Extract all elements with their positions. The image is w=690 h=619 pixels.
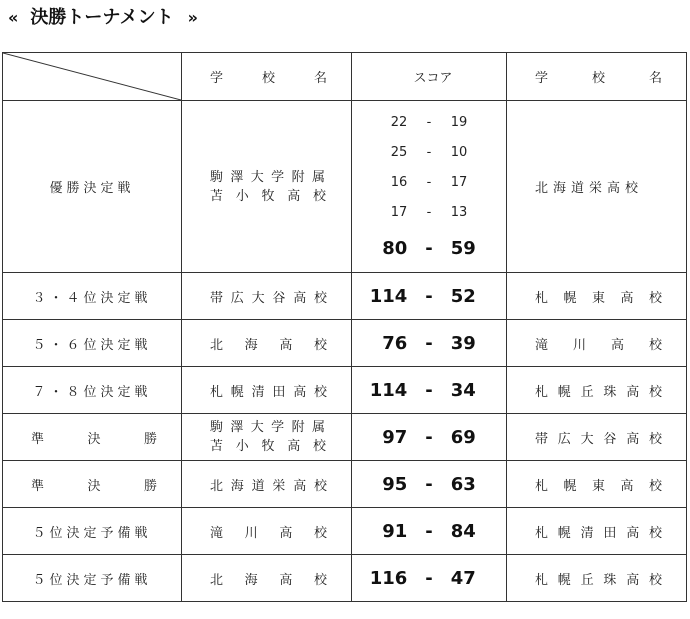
category-cell: ５・６位決定戦 — [3, 320, 182, 367]
diagonal-line — [3, 53, 181, 100]
score-cell: 114 - 52 — [352, 273, 507, 320]
score-cell: 76 - 39 — [352, 320, 507, 367]
match-row — [3, 461, 687, 508]
title-text: 決勝トーナメント — [30, 7, 174, 28]
period-row: 25 - 10 — [390, 145, 468, 160]
score-cell: 114 - 34 — [352, 367, 507, 414]
school-right-cell: 北海道栄高校 — [507, 101, 687, 273]
match-row — [3, 320, 687, 367]
school-left-cell: 北 海 高 校 — [182, 555, 352, 602]
school-left-cell: 駒 澤 大 学 附 属 苫 小 牧 高 校 — [182, 414, 352, 461]
header-row — [3, 53, 687, 101]
score-cell: 97 - 69 — [352, 414, 507, 461]
period-row: 17 - 13 — [390, 205, 468, 220]
match-row — [3, 367, 687, 414]
school-left-cell: 帯 広 大 谷 高 校 — [182, 273, 352, 320]
category-cell: ５位決定予備戦 — [3, 555, 182, 602]
match-row — [3, 555, 687, 602]
final-row — [3, 101, 687, 273]
school-left-cell: 駒 澤 大 学 附 属 苫 小 牧 高 校 — [182, 101, 352, 273]
school-right-cell: 札 幌 丘 珠 高 校 — [507, 367, 687, 414]
results-table — [2, 52, 687, 602]
header-school-right: 学 校 名 — [507, 53, 687, 101]
school-right-cell: 札 幌 東 高 校 — [507, 273, 687, 320]
category-cell: 準 決 勝 — [3, 461, 182, 508]
category-cell: ５位決定予備戦 — [3, 508, 182, 555]
score-cell: 116 - 47 — [352, 555, 507, 602]
school-left-cell: 滝 川 高 校 — [182, 508, 352, 555]
period-row: 16 - 17 — [390, 175, 468, 190]
match-row — [3, 273, 687, 320]
score-cell: 95 - 63 — [352, 461, 507, 508]
period-scores — [352, 104, 506, 270]
header-diagonal-cell — [3, 53, 182, 101]
school-right-cell: 札 幌 東 高 校 — [507, 461, 687, 508]
school-right-cell: 札 幌 清 田 高 校 — [507, 508, 687, 555]
header-school-left: 学 校 名 — [182, 53, 352, 101]
period-row: 22 - 19 — [390, 115, 468, 130]
category-cell: ３・４位決定戦 — [3, 273, 182, 320]
school-right-cell: 帯 広 大 谷 高 校 — [507, 414, 687, 461]
school-left-cell: 北 海 道 栄 高 校 — [182, 461, 352, 508]
score-cell: 91 - 84 — [352, 508, 507, 555]
category-cell: 優勝決定戦 — [3, 101, 182, 273]
page-title — [8, 6, 198, 30]
school-left-cell: 札 幌 清 田 高 校 — [182, 367, 352, 414]
school-right-cell: 札 幌 丘 珠 高 校 — [507, 555, 687, 602]
school-left-cell: 北 海 高 校 — [182, 320, 352, 367]
title-close-mark: » — [187, 8, 198, 27]
title-open-mark: « — [8, 8, 19, 27]
school-right-cell: 滝 川 高 校 — [507, 320, 687, 367]
total-score: 80 - 59 — [382, 238, 476, 259]
category-cell: 準 決 勝 — [3, 414, 182, 461]
header-score: ス コ ア — [352, 53, 507, 101]
category-cell: ７・８位決定戦 — [3, 367, 182, 414]
match-row — [3, 508, 687, 555]
score-cell — [352, 101, 507, 273]
match-row — [3, 414, 687, 461]
